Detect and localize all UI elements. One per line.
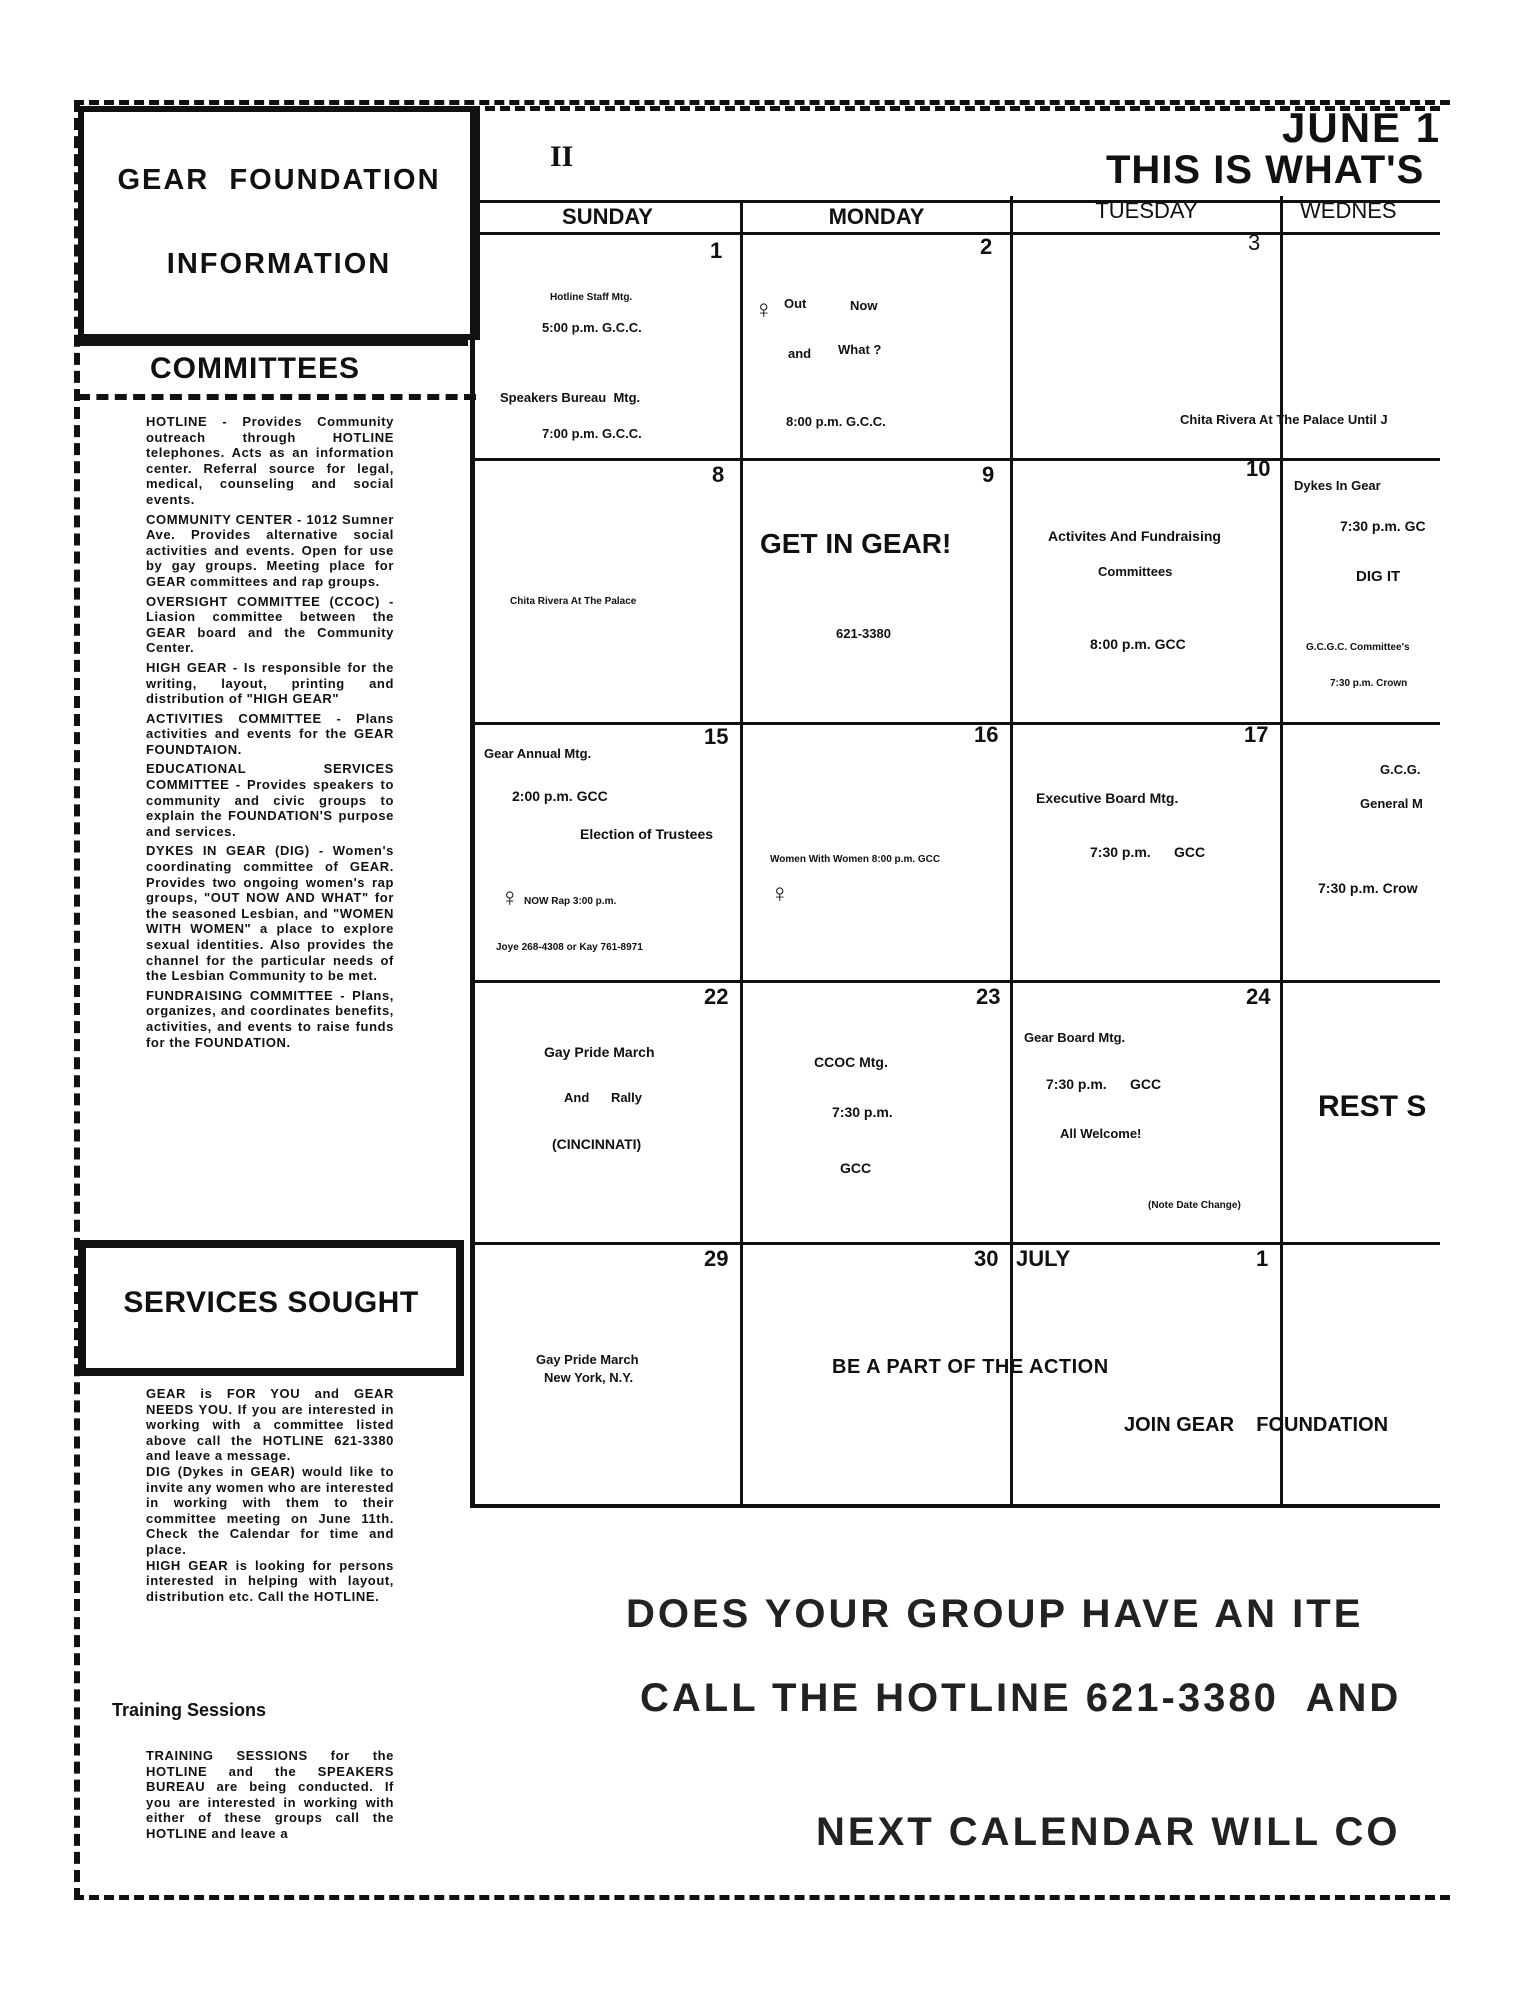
event-text: 7:30 p.m. Crow <box>1318 880 1418 896</box>
event-text: 2:00 p.m. GCC <box>512 788 608 804</box>
event-text: CCOC Mtg. <box>814 1054 888 1070</box>
day-header-sunday: SUNDAY <box>562 204 653 229</box>
event-text: G.C.G. <box>1380 762 1421 777</box>
event-text: Chita Rivera At The Palace <box>510 596 637 607</box>
event-text: Women With Women 8:00 p.m. GCC <box>770 854 941 865</box>
info-header-box <box>78 106 480 340</box>
event-text: Executive Board Mtg. <box>1036 790 1179 806</box>
date-number: 24 <box>1246 984 1271 1009</box>
training-text: TRAINING SESSIONS for the HOTLINE and the SPEAKERS BUREAU are being conducted. If you are interested in working with either of these groups call the HOTLINE and leave a <box>146 1748 394 1841</box>
committees-rule <box>78 394 476 400</box>
event-text: (Note Date Change) <box>1148 1200 1241 1211</box>
calendar-headline: THIS IS WHAT'S <box>1106 148 1425 192</box>
training-title: Training Sessions <box>112 1700 267 1720</box>
event-text: Activites And Fundraising <box>1048 528 1221 544</box>
event-text: G.C.G.C. Committee's <box>1306 642 1410 653</box>
calendar-bottom-rule <box>470 1504 1440 1508</box>
committee-item: EDUCATIONAL SERVICES COMMITTEE - Provides speakers to community and civic groups to explain the FOUNDATION'S purpose and services. <box>146 761 394 839</box>
event-text: Gear Board Mtg. <box>1024 1030 1126 1045</box>
day-header-monday: MONDAY <box>828 204 925 229</box>
event-text: REST S <box>1318 1090 1427 1123</box>
committee-item: COMMUNITY CENTER - 1012 Sumner Ave. Provides alternative social activities and events. Open for use by gay groups. Meeting place for GEAR committees and rap groups. <box>146 511 394 589</box>
female-symbol-icon: ♀ <box>500 882 520 912</box>
grid-line <box>472 980 1440 983</box>
footer-line2: CALL THE HOTLINE 621-3380 AND <box>640 1676 1402 1720</box>
event-text: GCC <box>840 1160 872 1176</box>
services-box <box>78 1240 464 1376</box>
female-symbol-icon: ♀ <box>770 878 790 908</box>
services-list <box>146 1386 394 1604</box>
event-text: All Welcome! <box>1060 1126 1142 1141</box>
committees-list <box>146 414 394 1054</box>
event-text: DIG IT <box>1356 568 1401 585</box>
event-text: Gay Pride March <box>536 1352 639 1367</box>
event-text: 7:30 p.m. GCC <box>1046 1076 1162 1092</box>
grid-line <box>1010 196 1013 1506</box>
footer-line3: NEXT CALENDAR WILL CO <box>816 1810 1401 1854</box>
event-text: Now <box>850 298 878 313</box>
event-text: 621-3380 <box>836 626 891 641</box>
event-text: Speakers Bureau Mtg. <box>500 390 641 405</box>
event-text: 7:30 p.m. Crown <box>1330 678 1408 689</box>
event-text: 7:00 p.m. G.C.C. <box>542 426 642 441</box>
grid-line <box>472 232 1440 235</box>
info-header-line2: INFORMATION <box>166 248 392 280</box>
event-text: Hotline Staff Mtg. <box>550 292 633 303</box>
grid-line <box>470 106 475 1506</box>
grid-line <box>472 1242 1440 1245</box>
committee-item: OVERSIGHT COMMITTEE (CCOC) - Liasion committee between the GEAR board and the Community Center. <box>146 593 394 656</box>
committee-item: HOTLINE - Provides Community outreach through HOTLINE telephones. Acts as an information center. Referral source for legal, medical, counseling and social events. <box>146 414 394 507</box>
grid-line <box>472 722 1440 725</box>
date-number: 17 <box>1244 722 1269 747</box>
services-item: GEAR is FOR YOU and GEAR NEEDS YOU. If you are interested in working with a committee listed above call the HOTLINE 621-3380 and leave a message. <box>146 1386 394 1464</box>
event-text: Out <box>784 296 807 311</box>
date-number: 15 <box>704 724 729 749</box>
committees-top-rule <box>78 340 468 346</box>
grid-line <box>740 200 743 1506</box>
event-text: Chita Rivera At The Palace Until J <box>1180 412 1388 427</box>
event-text: 8:00 p.m. G.C.C. <box>786 414 886 429</box>
event-text: 7:30 p.m. <box>832 1104 893 1120</box>
female-symbol-icon: ♀ <box>754 294 774 324</box>
date-number: 3 <box>1248 230 1261 255</box>
committees-title: COMMITTEES <box>150 352 360 385</box>
services-item: DIG (Dykes in GEAR) would like to invite any women who are interested in working with them to their committee meeting on June 11th. Check the Calendar for time and place. <box>146 1463 394 1557</box>
date-number: 30 <box>974 1246 999 1271</box>
event-text: Gear Annual Mtg. <box>484 746 592 761</box>
services-title: SERVICES SOUGHT <box>123 1286 419 1319</box>
calendar-month: JUNE 1 <box>1282 104 1442 151</box>
date-number: 8 <box>712 462 725 487</box>
date-number: 1 <box>1256 1246 1269 1271</box>
day-header-tuesday: TUESDAY <box>1095 198 1198 223</box>
footer-line1: DOES YOUR GROUP HAVE AN ITE <box>626 1592 1364 1636</box>
event-text: and <box>788 346 812 361</box>
event-title: GET IN GEAR! <box>760 528 952 559</box>
event-text: 7:30 p.m. GC <box>1340 518 1426 534</box>
committee-item: ACTIVITIES COMMITTEE - Plans activities and events for the GEAR FOUNDTAION. <box>146 710 394 757</box>
grid-line <box>472 200 1440 203</box>
info-header-line1: GEAR FOUNDATION <box>117 164 441 196</box>
date-label-july: JULY <box>1016 1246 1071 1271</box>
event-text: New York, N.Y. <box>544 1370 634 1385</box>
event-text: And Rally <box>564 1090 643 1105</box>
event-text: 7:30 p.m. GCC <box>1090 844 1206 860</box>
event-text: BE A PART OF THE ACTION <box>832 1356 1109 1378</box>
event-text: NOW Rap 3:00 p.m. <box>524 896 617 907</box>
event-text: Election of Trustees <box>580 826 714 842</box>
committee-item: DYKES IN GEAR (DIG) - Women's coordinating committee of GEAR. Provides two ongoing women's rap groups, "OUT NOW AND WHAT" for the seasoned Lesbian, and "WOMEN WITH WOMEN" a place to explore sexual identities. Also provides the channel for the particular needs of the Lesbian Community to be met. <box>146 843 394 984</box>
date-number: 1 <box>710 238 723 263</box>
date-number: 10 <box>1246 456 1271 481</box>
event-text: JOIN GEAR FOUNDATION <box>1124 1414 1389 1436</box>
page-marker: II <box>550 140 574 173</box>
grid-line <box>1280 196 1283 1506</box>
event-text: Committees <box>1098 564 1173 579</box>
event-text: 8:00 p.m. GCC <box>1090 636 1186 652</box>
date-number: 2 <box>980 234 993 259</box>
services-item: HIGH GEAR is looking for persons interested in helping with layout, distribution etc. Call the HOTLINE. <box>146 1557 394 1604</box>
committee-item: FUNDRAISING COMMITTEE - Plans, organizes, and coordinates benefits, activities, and events to raise funds for the FOUNDATION. <box>146 987 394 1050</box>
event-text: Dykes In Gear <box>1294 478 1381 493</box>
event-text: Gay Pride March <box>544 1044 655 1060</box>
date-number: 23 <box>976 984 1001 1009</box>
grid-line <box>472 458 1440 461</box>
day-header-wednesday: WEDNES <box>1300 198 1397 223</box>
committee-item: HIGH GEAR - Is responsible for the writing, layout, printing and distribution of "HIGH GEAR" <box>146 659 394 707</box>
event-text: 5:00 p.m. G.C.C. <box>542 320 642 335</box>
date-number: 29 <box>704 1246 729 1271</box>
date-number: 16 <box>974 722 999 747</box>
event-text: (CINCINNATI) <box>552 1136 642 1152</box>
event-text: What ? <box>838 342 882 357</box>
date-number: 9 <box>982 462 995 487</box>
date-number: 22 <box>704 984 729 1009</box>
event-text: Joye 268-4308 or Kay 761-8971 <box>496 942 643 953</box>
event-text: General M <box>1360 796 1423 811</box>
